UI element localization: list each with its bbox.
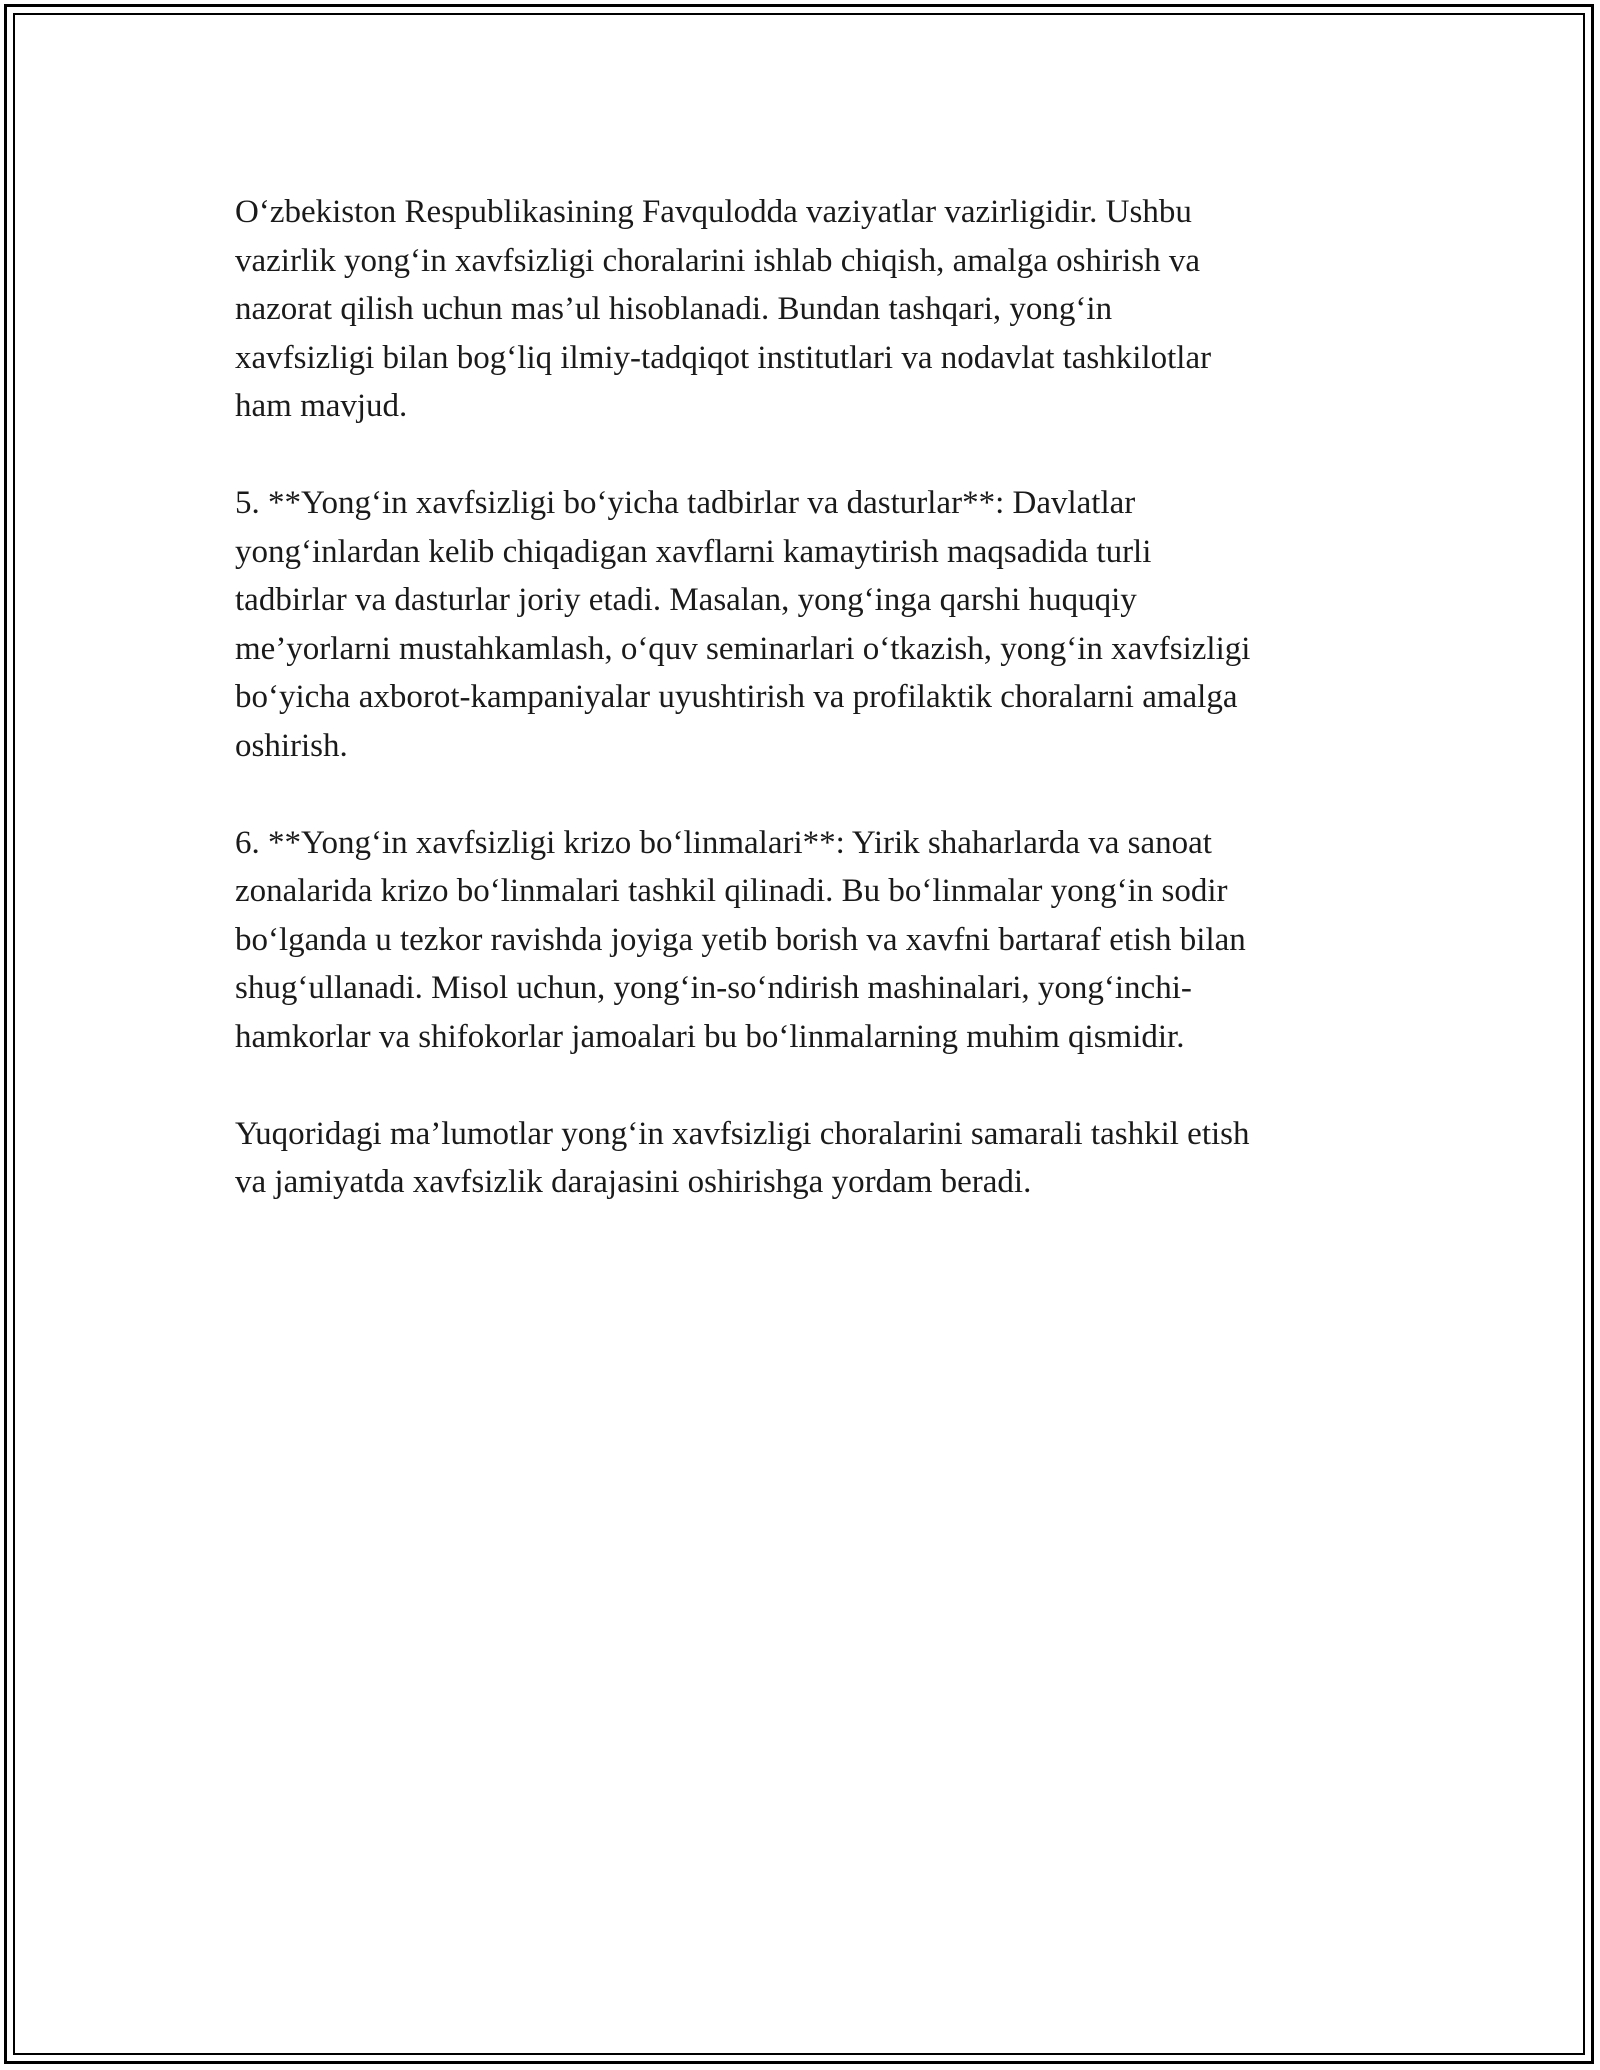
paragraph-conclusion: Yuqoridagi ma’lumotlar yong‘in xavfsizligi choralarini samarali tashkil etish va jamiyatda xavfsizlik darajasini oshirishga yordam beradi. (235, 1115, 1250, 1200)
document-body (235, 188, 1375, 1255)
paragraph-item-6-crisis-units: 6. **Yong‘in xavfsizligi krizo bo‘linmalari**: Yirik shaharlarda va sanoat zonalarida krizo bo‘linmalari tashkil qilinadi. Bu bo‘linmalar yong‘in sodir bo‘lganda u tezkor ravishda joyiga yetib borish va xavfni bartaraf etish bilan shug‘ullanadi. Misol uchun, yong‘in-so‘ndirish mashinalari, yong‘inchi- hamkorlar va shifokorlar jamoalari bu bo‘linmalarning muhim qismidir. (235, 824, 1246, 1055)
paragraph-ministry: O‘zbekiston Respublikasining Favqulodda vaziyatlar vazirligidir. Ushbu vazirlik yong‘in xavfsizligi choralarini ishlab chiqish, amalga oshirish va nazorat qilish uchun mas’ul hisoblanadi. Bundan tashqari, yong‘in xavfsizligi bilan bog‘liq ilmiy-tadqiqot institutlari va nodavlat tashkilotlar ham mavjud. (235, 194, 1212, 424)
paragraph-item-5-events-programs: 5. **Yong‘in xavfsizligi bo‘yicha tadbirlar va dasturlar**: Davlatlar yong‘inlardan kelib chiqadigan xavflarni kamaytirish maqsadida turli tadbirlar va dasturlar joriy etadi. Masalan, yong‘inga qarshi huquqiy me’yorlarni mustahkamlash, o‘quv seminarlari o‘tkazish, yong‘in xavfsizligi bo‘yicha axborot-kampaniyalar uyushtirish va profilaktik choralarni amalga oshirish. (235, 485, 1251, 764)
